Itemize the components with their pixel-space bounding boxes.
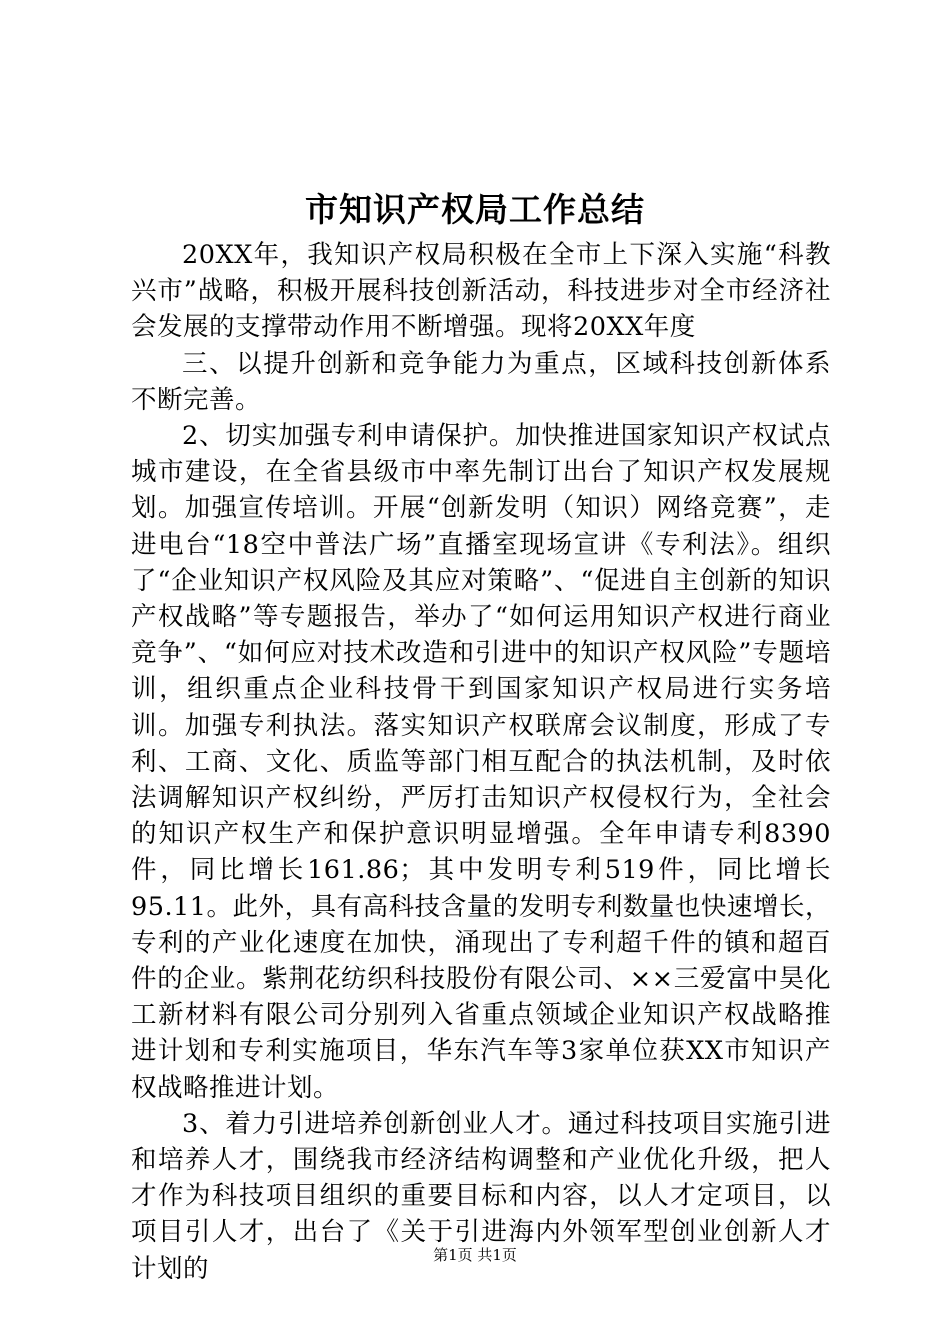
- paragraph-talent-introduction: 3、着力引进培养创新创业人才。通过科技项目实施引进和培养人才，围绕我市经济结构调整和产业优化升级，把人才作为科技项目组织的重要目标和内容，以人才定项目，以项目引人才，出台了《关于引进海内外领军型创业创新人才计划的: [131, 1108, 831, 1284]
- page-number-footer: 第1页 共1页: [433, 1246, 517, 1264]
- document-body: [131, 237, 831, 1287]
- paragraph-intro: 20XX年，我知识产权局积极在全市上下深入实施“科教兴市”战略，积极开展科技创新活动，科技进步对全市经济社会发展的支撑带动作用不断增强。现将20XX年度: [131, 240, 831, 343]
- document-title: 市知识产权局工作总结: [305, 190, 645, 229]
- paragraph-patent-protection: 2、切实加强专利申请保护。加快推进国家知识产权试点城市建设，在全省县级市中率先制订出台了知识产权发展规划。加强宣传培训。开展“创新发明（知识）网络竞赛”，走进电台“18空中普法广场”直播室现场宣讲《专利法》。组织了“企业知识产权风险及其应对策略”、“促进自主创新的知识产权战略”等专题报告，举办了“如何运用知识产权进行商业竞争”、“如何应对技术改造和引进中的知识产权风险”专题培训，组织重点企业科技骨干到国家知识产权局进行实务培训。加强专利执法。落实知识产权联席会议制度，形成了专利、工商、文化、质监等部门相互配合的执法机制，及时依法调解知识产权纠纷，严厉打击知识产权侵权行为，全社会的知识产权生产和保护意识明显增强。全年申请专利8390件，同比增长161.86；其中发明专利519件，同比增长95.11。此外，具有高科技含量的发明专利数量也快速增长，专利的产业化速度在加快，涌现出了专利超千件的镇和超百件的企业。紫荆花纺织科技股份有限公司、××三爱富中昊化工新材料有限公司分别列入省重点领域企业知识产权战略推进计划和专利实施项目，华东汽车等3家单位获XX市知识产权战略推进计划。: [131, 421, 831, 1103]
- paragraph-section-three: 三、以提升创新和竞争能力为重点，区域科技创新体系不断完善。: [131, 348, 831, 415]
